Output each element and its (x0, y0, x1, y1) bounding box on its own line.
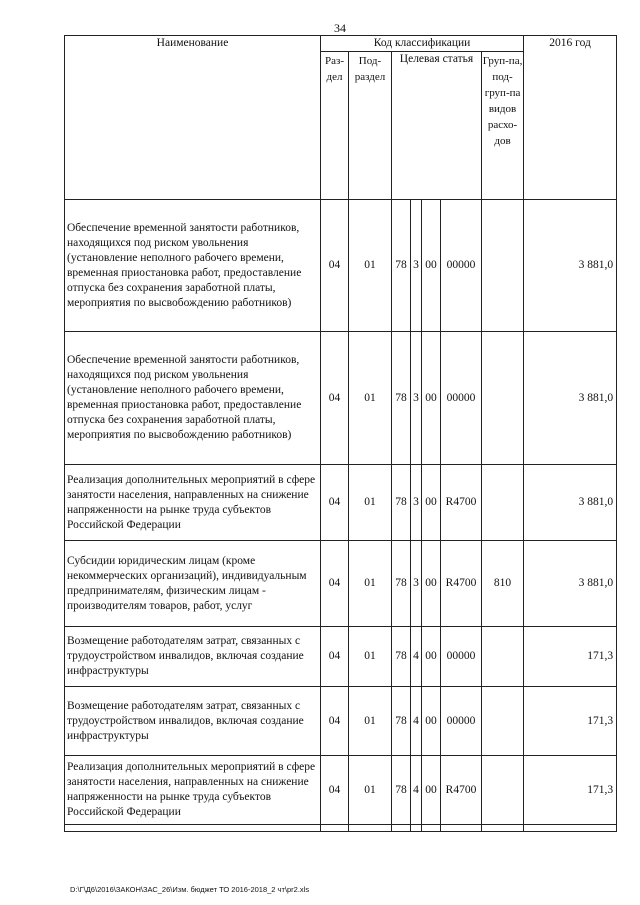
row-name: Возмещение работодателям затрат, связанных с трудоустройством инвалидов, включая создание инфраструктуры (65, 627, 321, 687)
row-podrazdel: 01 (349, 756, 392, 825)
row-podrazdel: 01 (349, 465, 392, 541)
row-value: 171,3 (524, 627, 617, 687)
row-target-subprogram: 3 (411, 332, 422, 465)
row-value: 3 881,0 (524, 541, 617, 627)
header-code-group: Код классификации (321, 36, 524, 52)
row-target-program: 78 (392, 332, 411, 465)
header-group: Груп-па, под-груп-па видов расхо-дов (482, 52, 524, 200)
row-name: Реализация дополнительных мероприятий в сфере занятости населения, направленных на снижение напряженности на рынке труда субъектов Российской Федерации (65, 756, 321, 825)
row-name: Возмещение работодателям затрат, связанных с трудоустройством инвалидов, включая создание инфраструктуры (65, 687, 321, 756)
row-target-direction: 00000 (441, 332, 482, 465)
row-target-main-event: 00 (422, 627, 441, 687)
row-value: 3 881,0 (524, 465, 617, 541)
row-podrazdel: 01 (349, 627, 392, 687)
row-target-subprogram: 3 (411, 200, 422, 332)
row-name: Обеспечение временной занятости работников, находящихся под риском увольнения (установление неполного рабочего времени, временная приостановка работ, предоставление отпуска без сохранения заработной платы, мероприятия по высвобождению работников) (65, 200, 321, 332)
row-name: Субсидии юридическим лицам (кроме некоммерческих организаций), индивидуальным предпринимателям, физическим лицам - производителям товаров, работ, услуг (65, 541, 321, 627)
row-podrazdel: 01 (349, 332, 392, 465)
row-target-program: 78 (392, 200, 411, 332)
row-target-direction: 00000 (441, 200, 482, 332)
row-expense-group (482, 756, 524, 825)
row-expense-group (482, 200, 524, 332)
table-row (65, 687, 617, 756)
row-podrazdel: 01 (349, 687, 392, 756)
table-row (65, 200, 617, 332)
row-target-program: 78 (392, 627, 411, 687)
header-year: 2016 год (524, 36, 617, 200)
row-target-program: 78 (392, 756, 411, 825)
row-target-direction: R4700 (441, 541, 482, 627)
budget-table (64, 35, 617, 832)
row-razdel: 04 (321, 465, 349, 541)
row-value: 3 881,0 (524, 332, 617, 465)
row-target-main-event: 00 (422, 756, 441, 825)
row-target-subprogram: 3 (411, 465, 422, 541)
row-value: 171,3 (524, 756, 617, 825)
row-podrazdel: 01 (349, 541, 392, 627)
header-name: Наименование (65, 36, 321, 200)
row-podrazdel: 01 (349, 200, 392, 332)
row-value: 3 881,0 (524, 200, 617, 332)
row-expense-group (482, 465, 524, 541)
row-target-subprogram: 4 (411, 627, 422, 687)
table-row (65, 627, 617, 687)
row-target-program: 78 (392, 465, 411, 541)
row-target-subprogram: 4 (411, 687, 422, 756)
row-expense-group (482, 332, 524, 465)
row-razdel: 04 (321, 687, 349, 756)
row-target-main-event: 00 (422, 541, 441, 627)
table-row (65, 332, 617, 465)
row-expense-group: 810 (482, 541, 524, 627)
row-razdel: 04 (321, 627, 349, 687)
row-target-program: 78 (392, 541, 411, 627)
row-target-main-event: 00 (422, 687, 441, 756)
row-target-subprogram: 3 (411, 541, 422, 627)
table-row (65, 465, 617, 541)
header-podrazdel: Под-раздел (349, 52, 392, 200)
table-row (65, 756, 617, 825)
file-path-footer: D:\Г\Д6\2016\ЗАКОН\ЗАС_26\Изм. бюджет ТО 2016-2018_2 чт\pr2.xls (70, 885, 310, 894)
row-target-direction: 00000 (441, 627, 482, 687)
row-target-main-event: 00 (422, 200, 441, 332)
row-name: Обеспечение временной занятости работников, находящихся под риском увольнения (установление неполного рабочего времени, временная приостановка работ, предоставление отпуска без сохранения заработной платы, мероприятия по высвобождению работников) (65, 332, 321, 465)
row-razdel: 04 (321, 200, 349, 332)
row-razdel: 04 (321, 332, 349, 465)
header-target: Целевая статья (392, 52, 482, 200)
row-expense-group (482, 627, 524, 687)
row-razdel: 04 (321, 756, 349, 825)
row-target-direction: R4700 (441, 465, 482, 541)
row-target-direction: R4700 (441, 756, 482, 825)
table-continuation (65, 825, 617, 832)
row-target-direction: 00000 (441, 687, 482, 756)
row-name: Реализация дополнительных мероприятий в сфере занятости населения, направленных на снижение напряженности на рынке труда субъектов Российской Федерации (65, 465, 321, 541)
table-row (65, 541, 617, 627)
row-value: 171,3 (524, 687, 617, 756)
row-razdel: 04 (321, 541, 349, 627)
row-target-main-event: 00 (422, 332, 441, 465)
row-target-subprogram: 4 (411, 756, 422, 825)
row-expense-group (482, 687, 524, 756)
row-target-program: 78 (392, 687, 411, 756)
row-target-main-event: 00 (422, 465, 441, 541)
header-razdel: Раз-дел (321, 52, 349, 200)
page-number: 34 (334, 21, 346, 35)
